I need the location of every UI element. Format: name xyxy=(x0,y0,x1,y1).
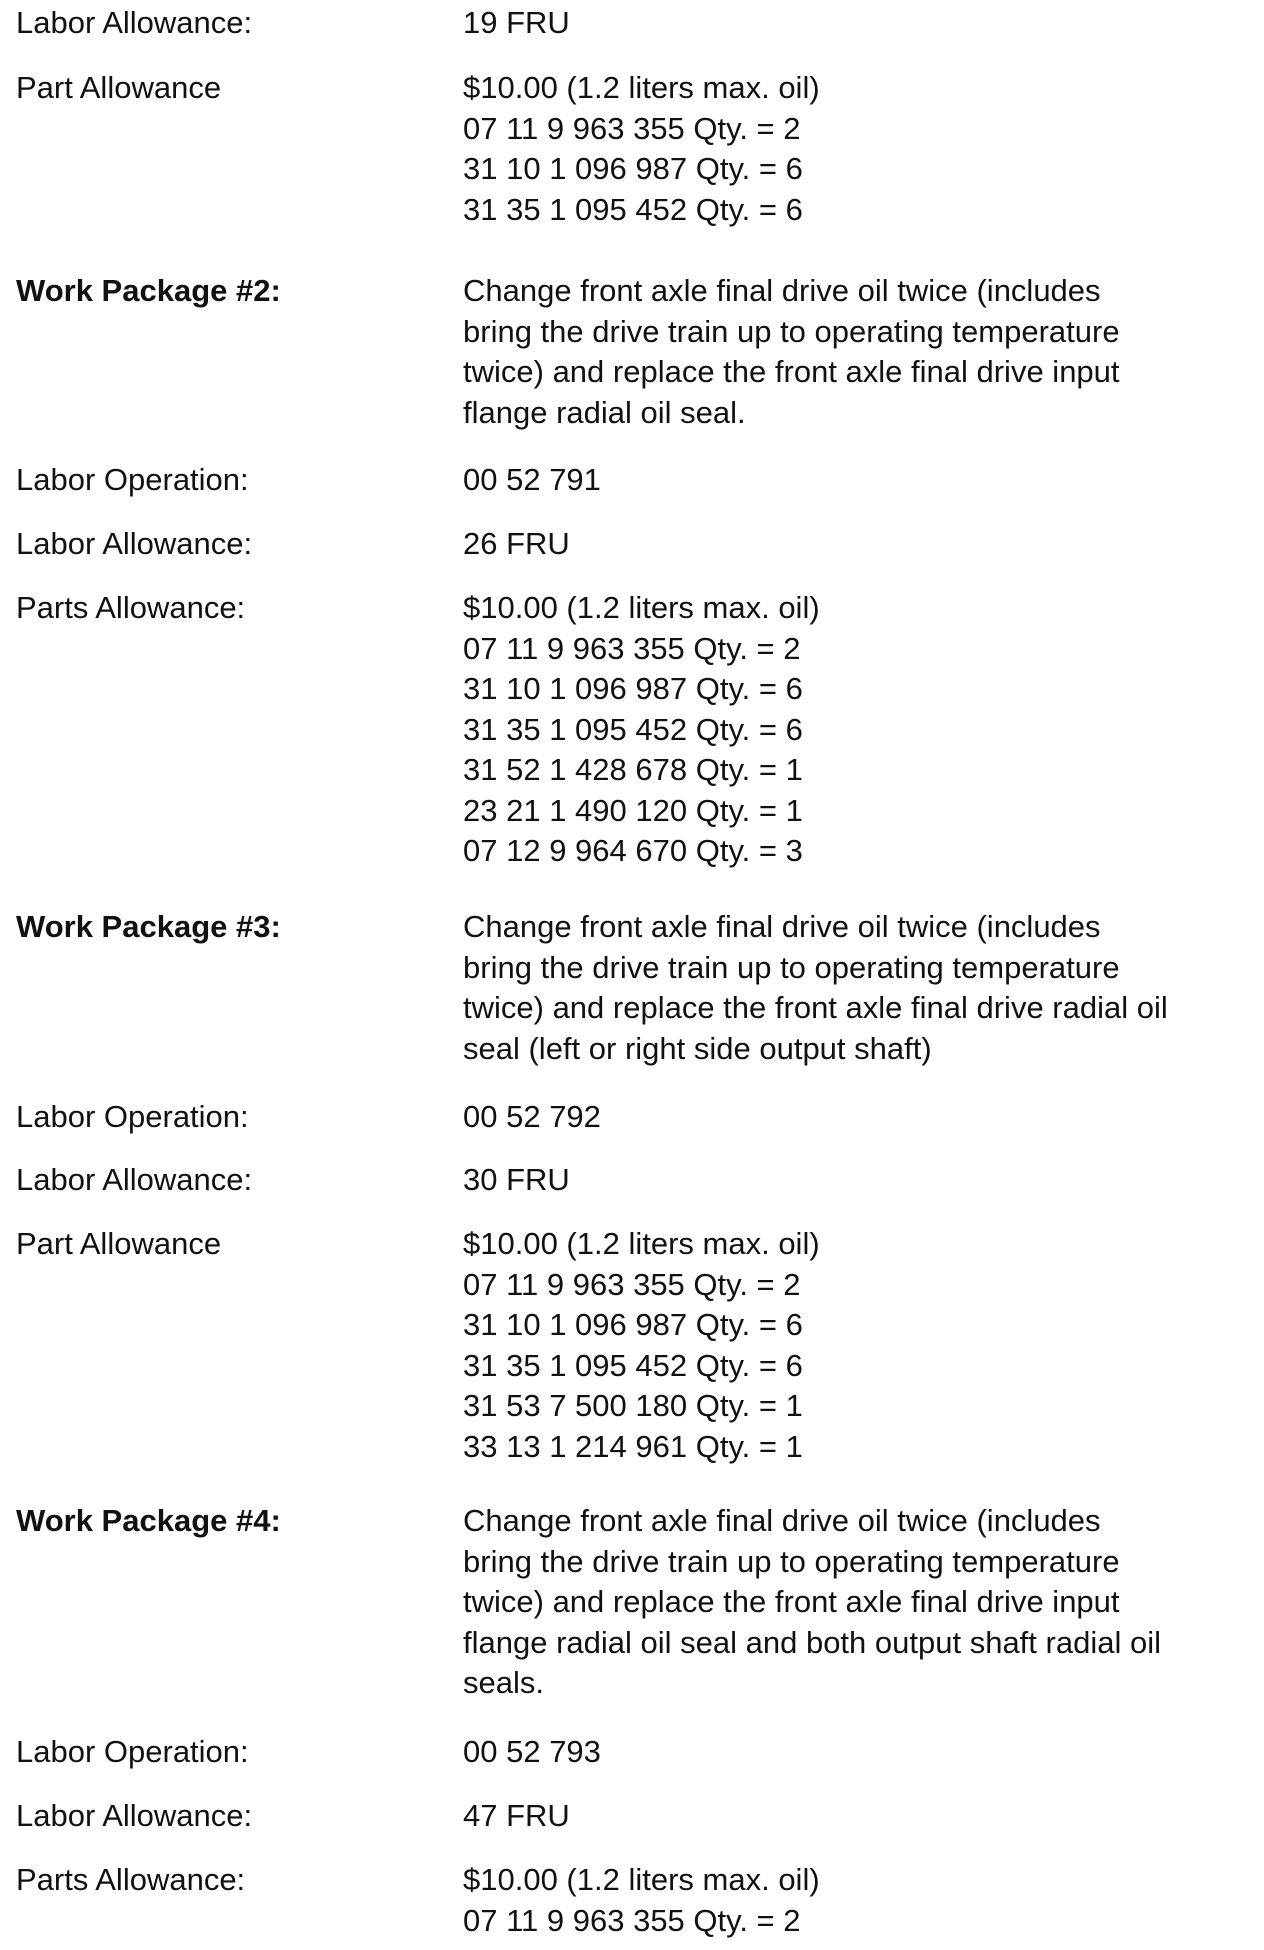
work-package-description xyxy=(463,907,1243,1069)
description-line: bring the drive train up to operating temperature xyxy=(463,1543,1120,1579)
part-number-line: 07 12 9 964 670 Qty. = 3 xyxy=(463,833,803,868)
field-value xyxy=(463,1860,1243,1941)
part-number-line: 07 11 9 963 355 Qty. = 2 xyxy=(463,1266,801,1302)
part-number-line: 23 21 1 490 120 Qty. = 1 xyxy=(463,792,803,828)
value-line: 00 52 791 xyxy=(463,462,601,497)
field-value xyxy=(463,68,1243,230)
field-value xyxy=(463,3,1243,44)
description-line: seal (left or right side output shaft) xyxy=(463,1030,932,1066)
field-label: Labor Allowance: xyxy=(16,1162,253,1197)
field-label: Labor Allowance: xyxy=(16,5,253,40)
field-label: Labor Allowance: xyxy=(16,526,253,561)
field-value xyxy=(463,524,1243,565)
work-package-description xyxy=(463,1501,1243,1704)
value-line: $10.00 (1.2 liters max. oil) xyxy=(463,1862,820,1897)
description-line: seals. xyxy=(463,1665,544,1700)
field-value xyxy=(463,1160,1243,1201)
field-label: Labor Operation: xyxy=(16,1099,249,1134)
work-package-description xyxy=(463,271,1243,433)
description-line: twice) and replace the front axle final drive radial oil xyxy=(463,990,1168,1025)
part-number-line: 07 11 9 963 355 Qty. = 2 xyxy=(463,110,801,146)
work-package-heading: Work Package #3: xyxy=(16,909,281,944)
field-label: Part Allowance xyxy=(16,70,222,105)
description-line: twice) and replace the front axle final drive input xyxy=(463,1584,1120,1619)
work-package-heading: Work Package #4: xyxy=(16,1503,281,1538)
part-number-line: 31 35 1 095 452 Qty. = 6 xyxy=(463,711,803,747)
part-number-line: 07 11 9 963 355 Qty. = 2 xyxy=(463,630,801,666)
description-line: bring the drive train up to operating temperature xyxy=(463,949,1120,985)
part-number-line: 31 10 1 096 987 Qty. = 6 xyxy=(463,1307,803,1342)
work-package-heading: Work Package #2: xyxy=(16,273,281,308)
field-value xyxy=(463,588,1243,872)
field-label: Parts Allowance: xyxy=(16,590,246,625)
value-line: 00 52 793 xyxy=(463,1734,601,1769)
part-number-line: 31 35 1 095 452 Qty. = 6 xyxy=(463,191,803,227)
description-line: bring the drive train up to operating temperature xyxy=(463,313,1120,349)
part-number-line: 31 53 7 500 180 Qty. = 1 xyxy=(463,1388,803,1423)
value-line: 26 FRU xyxy=(463,526,570,561)
field-value xyxy=(463,1224,1243,1467)
field-label: Labor Operation: xyxy=(16,1734,249,1769)
value-line: 47 FRU xyxy=(463,1798,570,1833)
description-line: flange radial oil seal. xyxy=(463,394,746,430)
field-label: Part Allowance xyxy=(16,1226,222,1261)
field-value xyxy=(463,1097,1243,1138)
part-number-line: 07 11 9 963 355 Qty. = 2 xyxy=(463,1902,801,1938)
value-line: $10.00 (1.2 liters max. oil) xyxy=(463,1226,820,1261)
field-value xyxy=(463,1732,1243,1773)
value-line: 30 FRU xyxy=(463,1162,570,1197)
field-value xyxy=(463,1796,1243,1837)
value-line: 00 52 792 xyxy=(463,1099,601,1134)
field-label: Labor Allowance: xyxy=(16,1798,253,1833)
description-line: flange radial oil seal and both output shaft radial oil xyxy=(463,1624,1161,1660)
part-number-line: 33 13 1 214 961 Qty. = 1 xyxy=(463,1428,803,1464)
part-number-line: 31 10 1 096 987 Qty. = 6 xyxy=(463,671,803,706)
value-line: $10.00 (1.2 liters max. oil) xyxy=(463,590,820,625)
field-label: Parts Allowance: xyxy=(16,1862,246,1897)
description-line: Change front axle final drive oil twice (includes xyxy=(463,1503,1101,1538)
part-number-line: 31 35 1 095 452 Qty. = 6 xyxy=(463,1347,803,1383)
part-number-line: 31 10 1 096 987 Qty. = 6 xyxy=(463,151,803,186)
description-line: Change front axle final drive oil twice (includes xyxy=(463,273,1101,308)
field-label: Labor Operation: xyxy=(16,462,249,497)
part-number-line: 31 52 1 428 678 Qty. = 1 xyxy=(463,752,803,787)
value-line: $10.00 (1.2 liters max. oil) xyxy=(463,70,820,105)
description-line: Change front axle final drive oil twice (includes xyxy=(463,909,1101,944)
description-line: twice) and replace the front axle final drive input xyxy=(463,354,1120,389)
field-value xyxy=(463,460,1243,501)
value-line: 19 FRU xyxy=(463,5,570,40)
